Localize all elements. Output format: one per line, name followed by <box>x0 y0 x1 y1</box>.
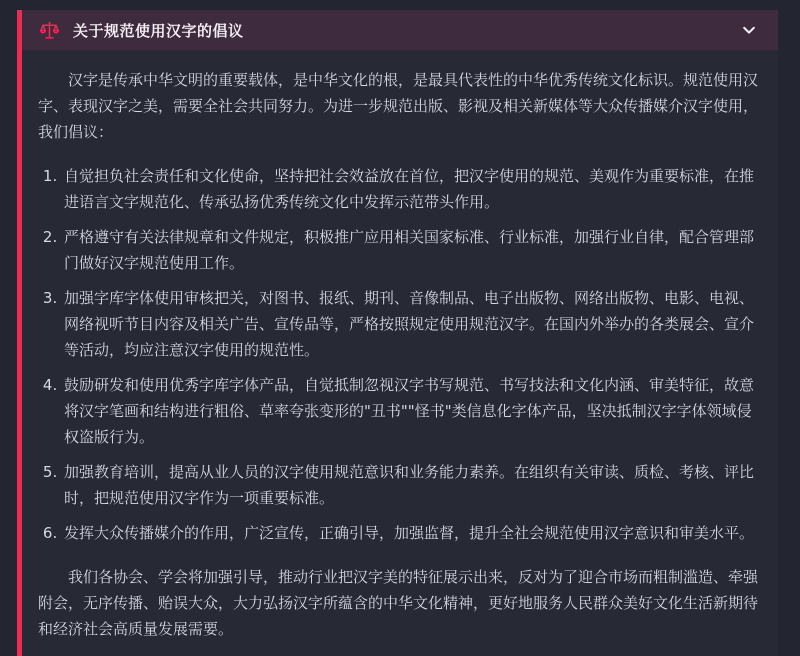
panel-header[interactable] <box>22 10 778 50</box>
closing-paragraph: 我们各协会、学会将加强引导，推动行业把汉字美的特征展示出来，反对为了迎合市场而粗制滥造、牵强附会，无序传播、贻误大众，大力弘扬汉字所蕴含的中华文化精神，更好地服务人民群众美好文化生活新期待和经济社会高质量发展需要。 <box>38 568 759 638</box>
panel-body <box>22 50 778 656</box>
chevron-down-icon[interactable] <box>740 21 758 39</box>
list-item: 3. 加强字库字体使用审核把关，对图书、报纸、期刊、音像制品、电子出版物、网络出版物、电影、电视、网络视听节目内容及相关广告、宣传品等，严格按照规定使用规范汉字。在国内外举办的各类展会、宣介等活动，均应注意汉字使用的规范性。 <box>62 285 762 363</box>
list-item: 4. 鼓励研发和使用优秀字库字体产品，自觉抵制忽视汉字书写规范、书写技法和文化内涵、审美特征，故意将汉字笔画和结构进行粗俗、草率夸张变形的"丑书""怪书"类信息化字体产品，坚决抵制汉字字体领域侵权盗版行为。 <box>62 372 762 450</box>
panel-title: 关于规范使用汉字的倡议 <box>73 21 244 40</box>
list-item: 1. 自觉担负社会责任和文化使命，坚持把社会效益放在首位，把汉字使用的规范、美观作为重要标准，在推进语言文字规范化、传承弘扬优秀传统文化中发挥示范带头作用。 <box>62 163 762 215</box>
list-item: 5. 加强教育培训，提高从业人员的汉字使用规范意识和业务能力素养。在组织有关审读、质检、考核、评比时，把规范使用汉字作为一项重要标准。 <box>62 459 762 511</box>
list-item: 6. 发挥大众传播媒介的作用，广泛宣传，正确引导，加强监督，提升全社会规范使用汉字意识和审美水平。 <box>62 520 762 546</box>
proposal-panel <box>17 10 778 656</box>
balance-scale-icon <box>39 20 60 41</box>
list-item: 2. 严格遵守有关法律规章和文件规定，积极推广应用相关国家标准、行业标准，加强行业自律，配合管理部门做好汉字规范使用工作。 <box>62 224 762 276</box>
intro-paragraph: 汉字是传承中华文明的重要载体，是中华文化的根，是最具代表性的中华优秀传统文化标识。规范使用汉字、表现汉字之美，需要全社会共同努力。为进一步规范出版、影视及相关新媒体等大众传播媒介汉字使用，我们倡议： <box>38 71 759 141</box>
proposal-list <box>38 163 762 546</box>
